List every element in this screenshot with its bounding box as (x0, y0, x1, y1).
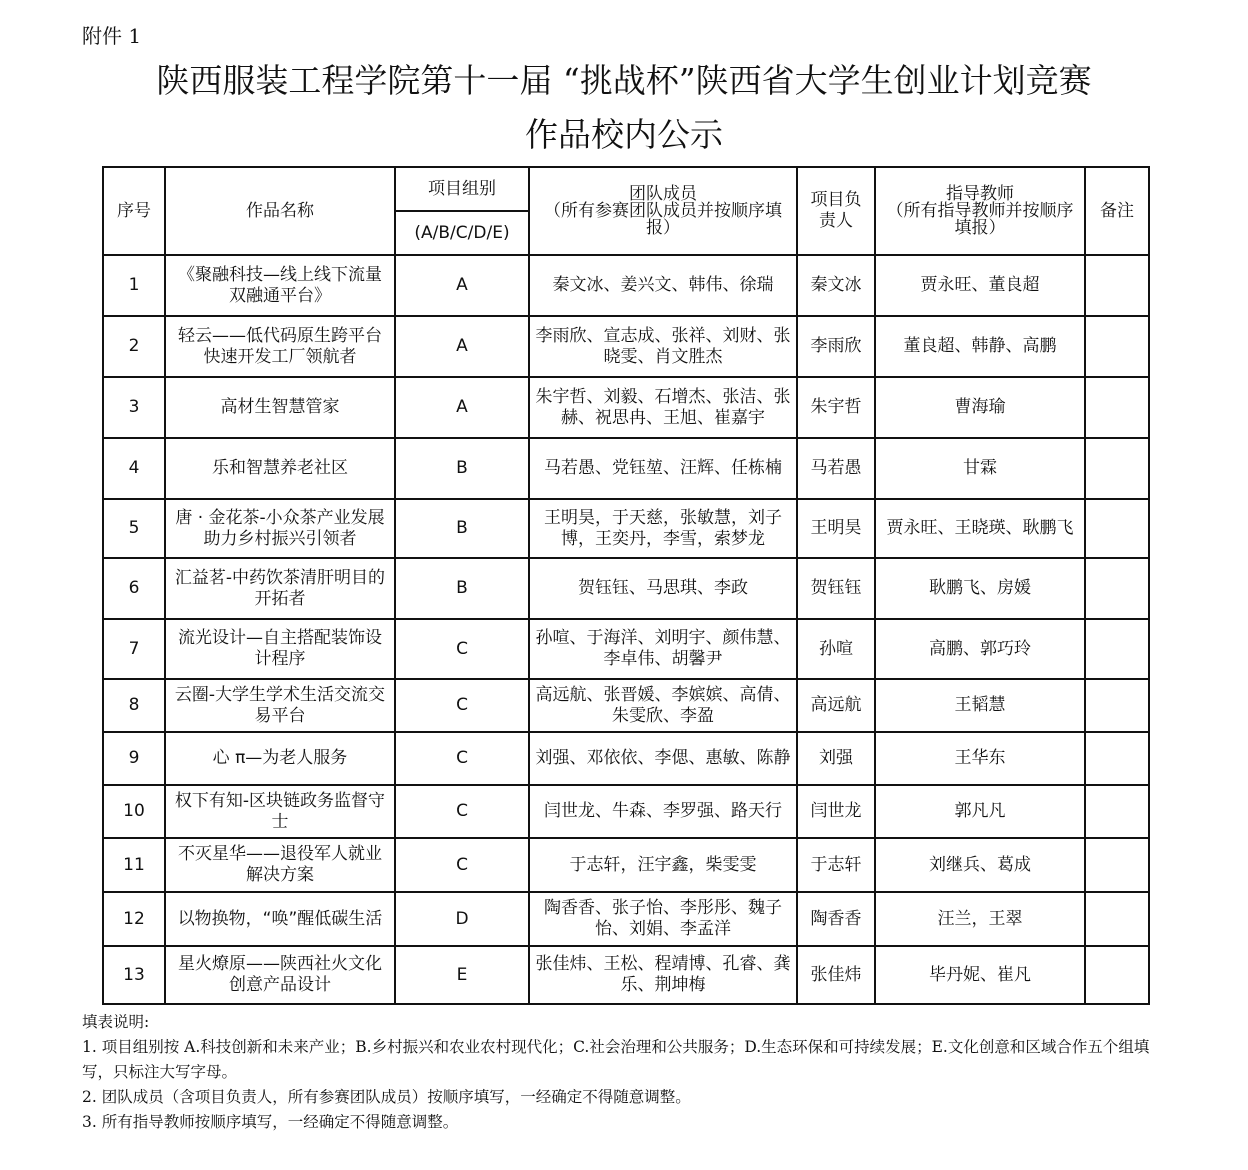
cell-remark (1085, 499, 1149, 558)
cell-leader: 刘强 (797, 732, 875, 785)
cell-no: 12 (103, 892, 165, 946)
cell-no: 1 (103, 255, 165, 316)
table-row (103, 679, 1149, 732)
table-row (103, 892, 1149, 946)
page-subtitle: 作品校内公示 (525, 115, 723, 154)
cell-no: 2 (103, 316, 165, 377)
cell-remark (1085, 946, 1149, 1004)
table-row (103, 499, 1149, 558)
header-no: 序号 (103, 167, 165, 255)
header-teacher-note: （所有指导教师并按顺序填报） (886, 200, 1074, 238)
header-remark: 备注 (1085, 167, 1149, 255)
cell-team: 闫世龙、牛森、李罗强、路天行 (529, 785, 797, 838)
cell-group: C (395, 838, 529, 892)
cell-group: C (395, 732, 529, 785)
header-team (529, 167, 797, 255)
notes-line-1: 1. 项目组别按 A.科技创新和未来产业；B.乡村振兴和农业农村现代化；C.社会治理和公共服务；D.生态环保和可持续发展；E.文化创意和区域合作五个组填写，只标注大写字母。 (82, 1038, 1150, 1081)
header-team-note: （所有参赛团队成员并按顺序填报） (544, 200, 782, 238)
cell-group: B (395, 558, 529, 619)
cell-teacher: 郭凡凡 (875, 785, 1085, 838)
cell-no: 5 (103, 499, 165, 558)
cell-team: 贺钰钰、马思琪、李政 (529, 558, 797, 619)
cell-team: 于志轩，汪宇鑫，柴雯雯 (529, 838, 797, 892)
cell-name: 星火燎原——陕西社火文化创意产品设计 (165, 946, 395, 1004)
cell-leader: 孙喧 (797, 619, 875, 679)
cell-group: C (395, 619, 529, 679)
cell-leader: 贺钰钰 (797, 558, 875, 619)
cell-group: D (395, 892, 529, 946)
table-row (103, 377, 1149, 438)
cell-name: 云圈-大学生学术生活交流交易平台 (165, 679, 395, 732)
cell-no: 4 (103, 438, 165, 499)
table-row (103, 438, 1149, 499)
table-row (103, 255, 1149, 316)
cell-teacher: 甘霖 (875, 438, 1085, 499)
cell-remark (1085, 316, 1149, 377)
cell-team: 刘强、邓依依、李偲、惠敏、陈静 (529, 732, 797, 785)
cell-team: 陶香香、张子怡、李彤彤、魏子怡、刘娟、李孟洋 (529, 892, 797, 946)
cell-team: 秦文冰、姜兴文、韩伟、徐瑞 (529, 255, 797, 316)
notes-line-2: 2. 团队成员（含项目负责人，所有参赛团队成员）按顺序填写，一经确定不得随意调整。 (82, 1088, 691, 1106)
table-row (103, 619, 1149, 679)
cell-no: 13 (103, 946, 165, 1004)
cell-leader: 闫世龙 (797, 785, 875, 838)
cell-no: 10 (103, 785, 165, 838)
cell-no: 6 (103, 558, 165, 619)
cell-group: A (395, 255, 529, 316)
cell-name: 汇益茗-中药饮茶清肝明目的开拓者 (165, 558, 395, 619)
cell-group: B (395, 438, 529, 499)
cell-no: 3 (103, 377, 165, 438)
cell-name: 乐和智慧养老社区 (165, 438, 395, 499)
cell-leader: 秦文冰 (797, 255, 875, 316)
cell-remark (1085, 438, 1149, 499)
cell-name: 心 π—为老人服务 (165, 732, 395, 785)
cell-remark (1085, 619, 1149, 679)
cell-name: 轻云——低代码原生跨平台快速开发工厂领航者 (165, 316, 395, 377)
cell-leader: 于志轩 (797, 838, 875, 892)
cell-remark (1085, 558, 1149, 619)
cell-leader: 王明昊 (797, 499, 875, 558)
cell-name: 权下有知-区块链政务监督守士 (165, 785, 395, 838)
table-row (103, 316, 1149, 377)
header-name: 作品名称 (165, 167, 395, 255)
cell-remark (1085, 255, 1149, 316)
fill-instructions (82, 1010, 1172, 1135)
cell-name: 唐 · 金花茶-小众茶产业发展助力乡村振兴引领者 (165, 499, 395, 558)
cell-group: A (395, 377, 529, 438)
header-team-title: 团队成员 (629, 183, 697, 204)
cell-team: 张佳炜、王松、程靖博、孔睿、龚乐、荆坤梅 (529, 946, 797, 1004)
cell-leader: 陶香香 (797, 892, 875, 946)
cell-no: 11 (103, 838, 165, 892)
cell-group: C (395, 785, 529, 838)
cell-leader: 李雨欣 (797, 316, 875, 377)
cell-remark (1085, 892, 1149, 946)
cell-teacher: 刘继兵、葛成 (875, 838, 1085, 892)
cell-group: A (395, 316, 529, 377)
cell-teacher: 高鹏、郭巧玲 (875, 619, 1085, 679)
cell-team: 马若愚、党钰堃、汪辉、任栋楠 (529, 438, 797, 499)
cell-teacher: 毕丹妮、崔凡 (875, 946, 1085, 1004)
cell-leader: 马若愚 (797, 438, 875, 499)
header-group-sub: (A/B/C/D/E) (395, 211, 529, 255)
cell-teacher: 贾永旺、董良超 (875, 255, 1085, 316)
header-group: 项目组别 (395, 167, 529, 211)
projects-table (102, 166, 1150, 1005)
cell-remark (1085, 377, 1149, 438)
page-title: 陕西服装工程学院第十一届 “挑战杯”陕西省大学生创业计划竞赛 (156, 61, 1092, 100)
cell-leader: 朱宇哲 (797, 377, 875, 438)
table-row (103, 732, 1149, 785)
cell-team: 高远航、张晋媛、李嫔嫔、高倩、朱雯欣、李盈 (529, 679, 797, 732)
table-row (103, 785, 1149, 838)
cell-group: B (395, 499, 529, 558)
cell-group: E (395, 946, 529, 1004)
cell-name: 高材生智慧管家 (165, 377, 395, 438)
table-row (103, 838, 1149, 892)
cell-remark (1085, 679, 1149, 732)
header-teacher-title: 指导教师 (946, 183, 1014, 204)
cell-team: 孙喧、于海洋、刘明宇、颜伟慧、李卓伟、胡馨尹 (529, 619, 797, 679)
cell-teacher: 汪兰，王翠 (875, 892, 1085, 946)
cell-leader: 张佳炜 (797, 946, 875, 1004)
cell-no: 7 (103, 619, 165, 679)
cell-teacher: 耿鹏飞、房媛 (875, 558, 1085, 619)
cell-remark (1085, 838, 1149, 892)
cell-name: 流光设计—自主搭配装饰设计程序 (165, 619, 395, 679)
cell-name: 《聚融科技—线上线下流量双融通平台》 (165, 255, 395, 316)
header-leader: 项目负责人 (797, 167, 875, 255)
cell-teacher: 王华东 (875, 732, 1085, 785)
attachment-label: 附件 1 (82, 24, 142, 48)
cell-team: 王明昊，于天慈，张敏慧，刘子博，王奕丹，李雪，索梦龙 (529, 499, 797, 558)
cell-teacher: 王韬慧 (875, 679, 1085, 732)
cell-teacher: 曹海瑜 (875, 377, 1085, 438)
cell-group: C (395, 679, 529, 732)
cell-name: 不灭星华——退役军人就业解决方案 (165, 838, 395, 892)
cell-remark (1085, 732, 1149, 785)
cell-remark (1085, 785, 1149, 838)
header-teacher (875, 167, 1085, 255)
cell-no: 9 (103, 732, 165, 785)
table-row (103, 946, 1149, 1004)
cell-teacher: 董良超、韩静、高鹏 (875, 316, 1085, 377)
table-row (103, 558, 1149, 619)
cell-team: 朱宇哲、刘毅、石增杰、张洁、张赫、祝思冉、王旭、崔嘉宇 (529, 377, 797, 438)
cell-teacher: 贾永旺、王晓瑛、耿鹏飞 (875, 499, 1085, 558)
cell-no: 8 (103, 679, 165, 732)
cell-team: 李雨欣、宣志成、张祥、刘财、张晓雯、肖文胜杰 (529, 316, 797, 377)
notes-heading: 填表说明: (82, 1013, 150, 1031)
notes-line-3: 3. 所有指导教师按顺序填写，一经确定不得随意调整。 (82, 1113, 459, 1131)
cell-leader: 高远航 (797, 679, 875, 732)
cell-name: 以物换物，“唤”醒低碳生活 (165, 892, 395, 946)
